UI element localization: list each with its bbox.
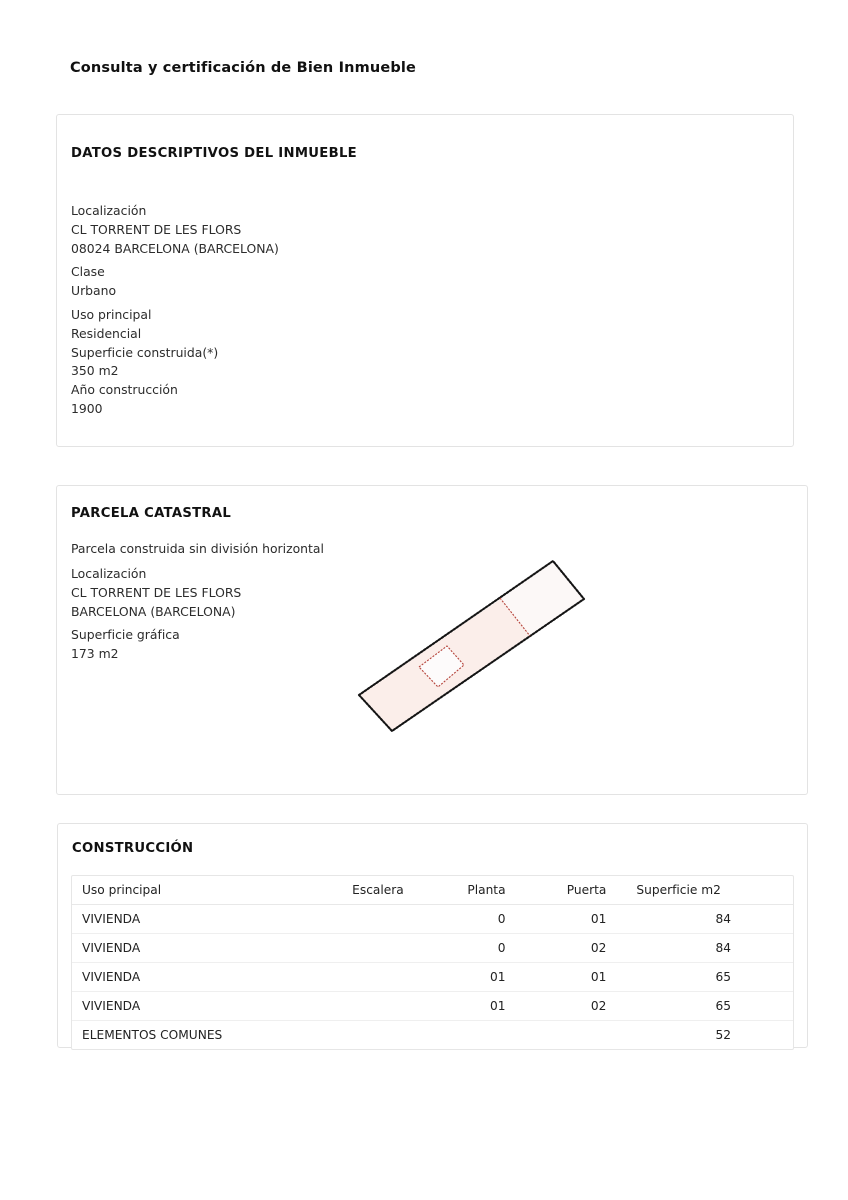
- cell-escalera: [305, 992, 421, 1021]
- superficie-construida-value: 350 m2: [71, 363, 119, 379]
- cell-uso: VIVIENDA: [82, 999, 141, 1013]
- cell-planta: 0: [497, 912, 506, 926]
- clase-label: Clase: [71, 264, 105, 279]
- localizacion-line1: CL TORRENT DE LES FLORS: [71, 221, 242, 237]
- parcela-catastral-card: [56, 485, 808, 795]
- column-header-escalera: Escalera: [305, 876, 421, 905]
- field-uso-principal: [71, 306, 218, 419]
- cell-uso: ELEMENTOS COMUNES: [82, 1028, 223, 1042]
- parcela-field-superficie: [71, 626, 180, 664]
- localizacion-line2: 08024 BARCELONA (BARCELONA): [71, 240, 279, 256]
- field-clase: [71, 263, 116, 301]
- parcela-localizacion-line1: CL TORRENT DE LES FLORS: [71, 584, 242, 600]
- localizacion-label: Localización: [71, 203, 147, 218]
- cell-puerta: [526, 1021, 629, 1050]
- uso-principal-value: Residencial: [71, 325, 142, 341]
- cell-puerta: 02: [590, 941, 607, 955]
- parcela-field-localizacion: [71, 565, 241, 621]
- construccion-table: [72, 876, 793, 1049]
- construccion-heading: CONSTRUCCIÓN: [72, 841, 194, 856]
- superficie-grafica-label: Superficie gráfica: [71, 627, 180, 642]
- anio-construccion-value: 1900: [71, 400, 103, 416]
- parcel-plot-map: [347, 541, 657, 766]
- construccion-table-body: [72, 905, 793, 1050]
- construccion-table-wrapper: [71, 875, 794, 1050]
- parcela-catastral-heading: PARCELA CATASTRAL: [71, 506, 232, 521]
- cell-escalera: [305, 934, 421, 963]
- superficie-grafica-value: 173 m2: [71, 645, 119, 661]
- cell-planta: [422, 1021, 526, 1050]
- uso-principal-label: Uso principal: [71, 307, 152, 322]
- page-title: Consulta y certificación de Bien Inmueble: [70, 60, 416, 76]
- construccion-table-head: [72, 876, 793, 905]
- parcela-localizacion-line2: BARCELONA (BARCELONA): [71, 603, 236, 619]
- column-header-uso-principal: Uso principal: [72, 876, 305, 905]
- cell-uso: VIVIENDA: [82, 941, 141, 955]
- parcela-descripcion-text: Parcela construida sin división horizontal: [71, 541, 324, 556]
- cell-superficie: 84: [715, 941, 731, 955]
- cell-escalera: [305, 1021, 421, 1050]
- superficie-construida-label: Superficie construida(*): [71, 344, 219, 360]
- construccion-card: [57, 823, 808, 1048]
- cell-superficie: 52: [715, 1028, 731, 1042]
- parcela-localizacion-label: Localización: [71, 566, 147, 581]
- cell-superficie: 65: [715, 999, 731, 1013]
- table-header-row: [72, 876, 793, 905]
- datos-descriptivos-card: [56, 114, 794, 447]
- cell-escalera: [305, 963, 421, 992]
- table-row: [72, 1021, 793, 1050]
- table-row: [72, 992, 793, 1021]
- table-row: [72, 905, 793, 934]
- cell-uso: VIVIENDA: [82, 912, 141, 926]
- parcela-descripcion: [71, 540, 324, 559]
- cell-puerta: 01: [590, 970, 607, 984]
- field-localizacion: [71, 202, 279, 258]
- column-header-puerta: Puerta: [526, 876, 629, 905]
- cell-puerta: 01: [590, 912, 607, 926]
- cell-escalera: [305, 905, 421, 934]
- table-row: [72, 963, 793, 992]
- cell-planta: 01: [490, 970, 506, 984]
- column-header-planta: Planta: [422, 876, 526, 905]
- cell-superficie: 65: [715, 970, 731, 984]
- clase-value: Urbano: [71, 282, 117, 298]
- cell-planta: 01: [490, 999, 506, 1013]
- datos-descriptivos-heading: DATOS DESCRIPTIVOS DEL INMUEBLE: [71, 146, 357, 161]
- table-row: [72, 934, 793, 963]
- column-header-superficie: Superficie m2: [628, 876, 793, 905]
- cell-superficie: 84: [715, 912, 731, 926]
- anio-construccion-label: Año construcción: [71, 382, 178, 398]
- cell-uso: VIVIENDA: [82, 970, 141, 984]
- cell-planta: 0: [497, 941, 506, 955]
- cell-puerta: 02: [590, 999, 607, 1013]
